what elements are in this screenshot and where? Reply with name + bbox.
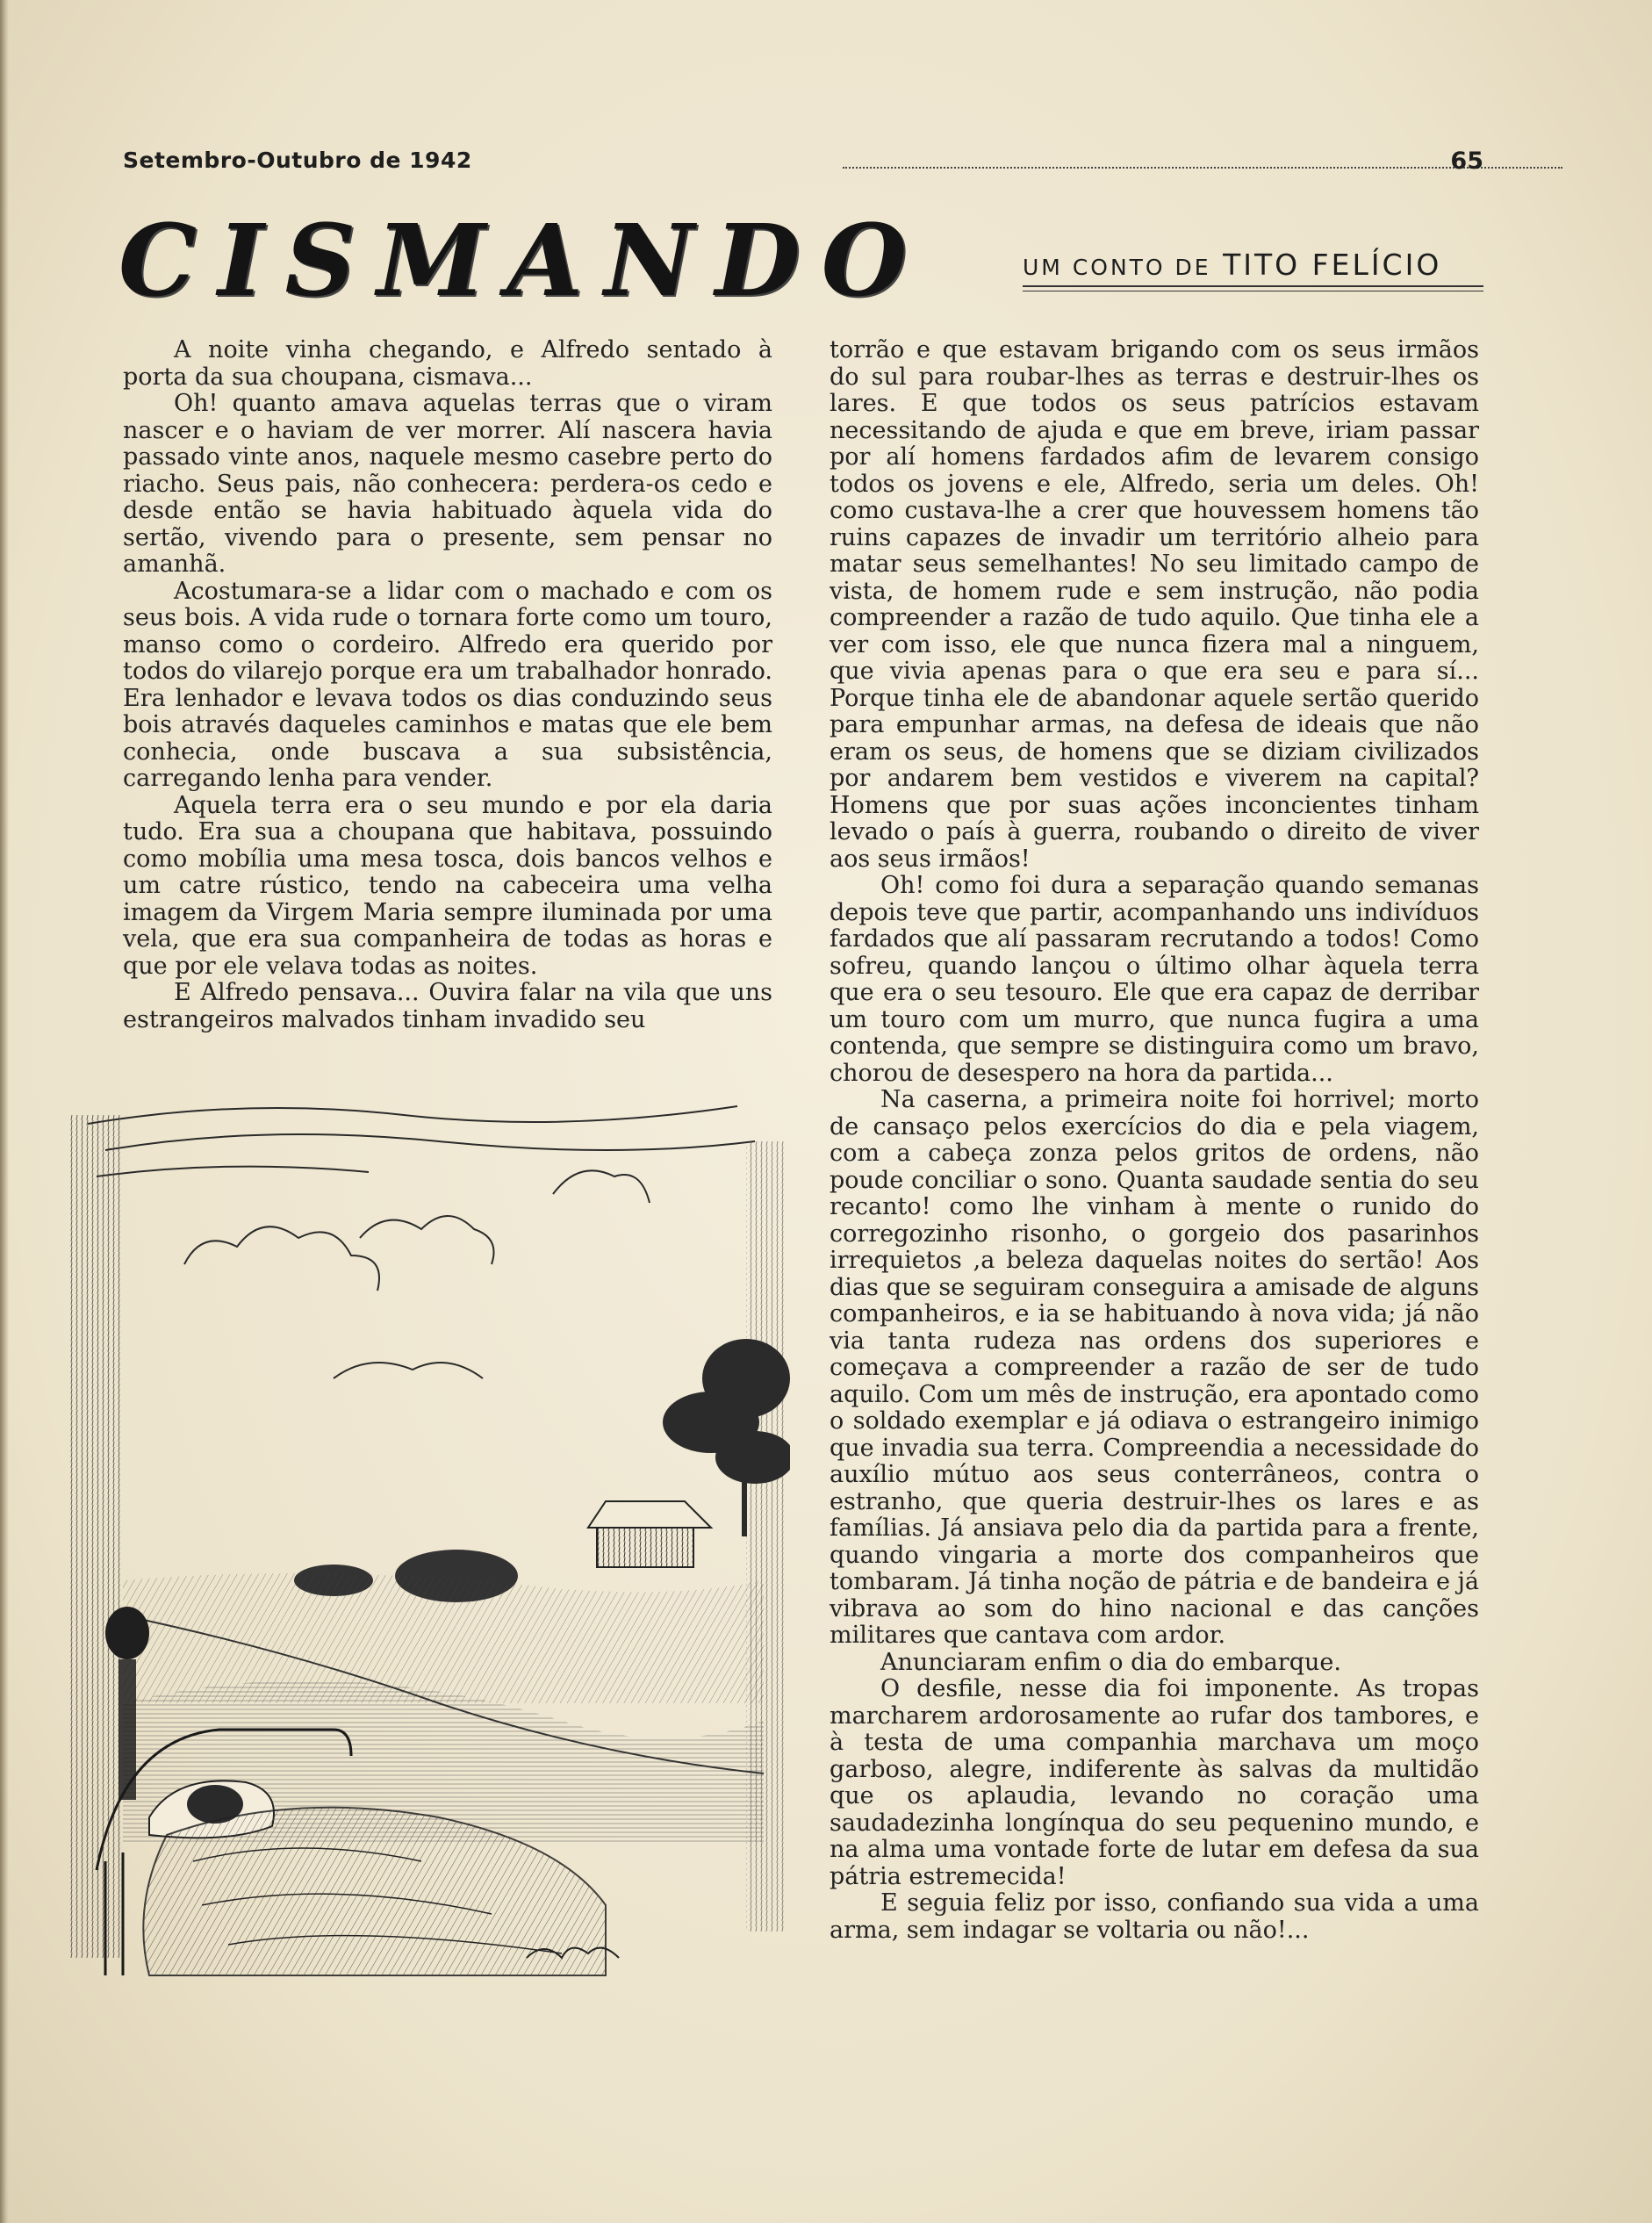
page-number: 65 — [1450, 147, 1483, 175]
byline-rule — [1023, 285, 1483, 287]
paragraph: Na caserna, a primeira noite foi horrivel; morto de cansaço pelos exercícios do dia e pela viagem, com a cabeça zonza pelos gritos de ordens, não poude conciliar o sono. Quanta saudade sentia do seu recanto! como lhe vinham à mente o runido do corregozinho risonho, o gorgeio dos pasarinhos irrequietos ,a beleza daquelas noites do sertão! Aos dias que se seguiram conseguira a amisade de alguns companheiros, e ia se habituando à nova vida; já não via tanta rudeza nas ordens dos superiores e começava a compreender a razão de ser de tudo aquilo. Com um mês de instrução, era apontado como o soldado exemplar e já odiava o estrangeiro inimigo que invadia sua terra. Compreendia a necessidade do auxílio mútuo aos seus conterrâneos, contra o estranho, que queria destruir-lhes os lares e as famílias. Já ansiava pelo dia da partida para a frente, quando vingaria a morte dos companheiros que tombaram. Já tinha noção de pátria e de bandeira e já vibrava ao som do hino nacional e das canções militares que cantava com ardor. — [830, 1086, 1479, 1649]
page-header — [123, 147, 1483, 183]
story-title: CISMANDO — [119, 204, 929, 319]
paragraph: E seguia feliz por isso, confiando sua vida a uma arma, sem indagar se voltaria ou não!... — [830, 1889, 1479, 1944]
issue-date: Setembro-Outubro de 1942 — [123, 147, 472, 173]
page-edge — [0, 0, 9, 2223]
paragraph: Aquela terra era o seu mundo e por ela daria tudo. Era sua a choupana que habitava, possuindo como mobília uma mesa tosca, dois bancos velhos e um catre rústico, tendo na cabeceira uma velha imagem da Virgem Maria sempre iluminada por uma vela, que era sua companheira de todas as horas e que por ele velava todas as noites. — [123, 791, 772, 980]
byline-author: TITO FELÍCIO — [1223, 248, 1442, 282]
paragraph: A noite vinha chegando, e Alfredo sentado à porta da sua choupana, cismava... — [123, 336, 772, 391]
paragraph: Oh! quanto amava aquelas terras que o viram nascer e o haviam de ver morrer. Alí nascera havia passado vinte anos, naquele mesmo casebre perto do riacho. Seus pais, não conhecera: perdera-os cedo e desde então se havia habituado àquela vida do sertão, vivendo para o presente, sem pensar no amanhã. — [123, 390, 772, 578]
right-column — [830, 337, 1479, 1944]
paragraph: Acostumara-se a lidar com o machado e com os seus bois. A vida rude o tornara forte como um touro, manso como o cordeiro. Alfredo era querido por todos do vilarejo porque era um trabalhador honrado. Era lenhador e levava todos os dias conduzindo seus bois através daqueles caminhos e matas que ele bem conhecia, onde buscava a sua subsistência, carregando lenha para vender. — [123, 577, 772, 792]
paragraph: E Alfredo pensava... Ouvira falar na vila que uns estrangeiros malvados tinham invadido seu — [123, 979, 772, 1033]
byline — [1023, 248, 1483, 291]
byline-prefix: UM CONTO DE — [1023, 255, 1211, 280]
paragraph: Oh! como foi dura a separação quando semanas depois teve que partir, acompanhando uns indivíduos fardados que alí passaram recrutando a todos! Como sofreu, quando lançou o último olhar àquela terra que era o seu tesouro. Ele que era capaz de derribar um touro com um murro, que nunca fugira a uma contenda, que sempre se distinguira como um bravo, chorou de desespero na hora da partida... — [830, 872, 1479, 1087]
paragraph: O desfile, nesse dia foi imponente. As tropas marcharem ardorosamente ao rufar dos tambores, e à testa de uma companhia marchava um moço garboso, alegre, indiferente às salvas da multidão que os aplaudia, levando no coração uma saudadezinha longínqua do seu pequenino mundo, e na alma uma vontade forte de lutar em defesa da sua pátria estremecida! — [830, 1675, 1479, 1890]
paragraph: torrão e que estavam brigando com os seus irmãos do sul para roubar-lhes as terras e destruir-lhes os lares. E que todos os seus patrícios estavam necessitando de ajuda e que em breve, iriam passar por alí homens fardados afim de levarem consigo todos os jovens e ele, Alfredo, seria um deles. Oh! como custava-lhe a crer que houvessem homens tão ruins capazes de invadir um território alheio para matar seus semelhantes! No seu limitado campo de vista, de homem rude e sem instrução, não podia compreender a razão de tudo aquilo. Que tinha ele a ver com isso, ele que nunca fizera mal a ninguem, que vivia apenas para o que era seu e para sí... Porque tinha ele de abandonar aquele sertão querido para empunhar armas, na defesa de ideais que não eram os seus, de homens que se diziam civilizados por andarem bem vestidos e viverem na capital? Homens que por suas ações inconcientes tinham levado o país à guerra, roubando o direito de viver aos seus irmãos! — [830, 336, 1479, 873]
left-column — [123, 337, 772, 1033]
paragraph: Anunciaram enfim o dia do embarque. — [880, 1648, 1341, 1676]
illustration-sleeping-man — [70, 1089, 790, 1993]
